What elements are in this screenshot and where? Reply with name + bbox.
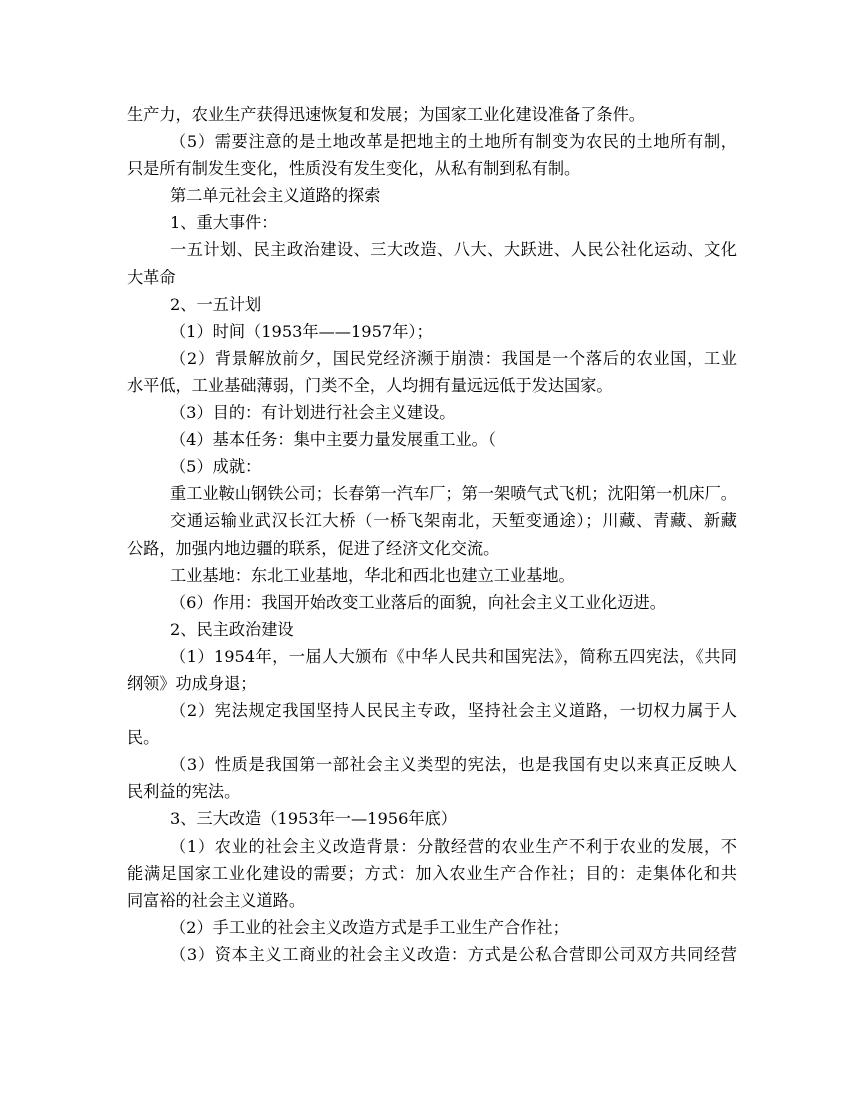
text-line: 公路，加强内地边疆的联系，促进了经济文化交流。 [127, 538, 500, 558]
text-line: 3、三大改造（1953年一—1956年底） [170, 809, 457, 829]
text-line: 能满足国家工业化建设的需要；方式：加入农业生产合作社；目的：走集体化和共 [127, 863, 737, 883]
text-line: 只是所有制发生变化，性质没有发生变化，从私有制到私有制。 [127, 159, 581, 179]
text-line: 民。 [127, 728, 160, 748]
text-line: 交通运输业武汉长江大桥（一桥飞架南北，天堑变通途）；川藏、青藏、新藏 [170, 511, 737, 531]
text-line: 工业基地：东北工业基地，华北和西北也建立工业基地。 [170, 565, 575, 585]
text-line: 一五计划、民主政治建设、三大改造、八大、大跃进、人民公社化运动、文化 [170, 240, 737, 260]
text-line: 1、重大事件： [170, 213, 278, 233]
text-line: （5）成就： [170, 457, 262, 477]
text-line: （6）作用：我国开始改变工业落后的面貌，向社会主义工业化迈进。 [170, 592, 666, 612]
text-line: 2、一五计划 [170, 294, 262, 314]
text-line: （3）资本主义工商业的社会主义改造：方式是公私合营即公司双方共同经营 [170, 944, 737, 964]
text-line: 水平低，工业基础薄弱，门类不全，人均拥有量远远低于发达国家。 [127, 375, 613, 395]
text-line: （1）1954年，一届人大颁布《中华人民共和国宪法》，简称五四宪法，《共同 [170, 646, 737, 666]
text-line: （4）基本任务：集中主要力量发展重工业。（ [170, 430, 496, 450]
text-line: （1）时间（1953年——1957年）； [170, 321, 433, 341]
text-line: （3）性质是我国第一部社会主义类型的宪法，也是我国有史以来真正反映人 [170, 755, 737, 775]
text-line: 大革命 [127, 267, 176, 287]
text-line: （2）宪法规定我国坚持人民民主专政，坚持社会主义道路，一切权力属于人 [170, 701, 737, 721]
text-line: 纲领》功成身退； [127, 673, 257, 693]
text-line: （1）农业的社会主义改造背景：分散经营的农业生产不利于农业的发展，不 [170, 836, 737, 856]
text-line: 重工业鞍山钢铁公司；长春第一汽车厂；第一架喷气式飞机；沈阳第一机床厂。 [170, 484, 737, 504]
text-line: 同富裕的社会主义道路。 [127, 890, 306, 910]
text-line: （3）目的：有计划进行社会主义建设。 [170, 403, 456, 423]
text-line: （5）需要注意的是土地改革是把地主的土地所有制变为农民的土地所有制， [170, 132, 737, 152]
text-line: 生产力，农业生产获得迅速恢复和发展；为国家工业化建设准备了条件。 [127, 105, 645, 124]
section-heading: 第二单元社会主义道路的探索 [170, 186, 381, 206]
text-line: （2）背景解放前夕，国民党经济濒于崩溃：我国是一个落后的农业国，工业 [170, 348, 737, 368]
text-line: 民利益的宪法。 [127, 782, 241, 802]
text-line: （2）手工业的社会主义改造方式是手工业生产合作社； [170, 917, 569, 937]
text-line: 2、民主政治建设 [170, 619, 294, 639]
document-body [127, 101, 737, 968]
